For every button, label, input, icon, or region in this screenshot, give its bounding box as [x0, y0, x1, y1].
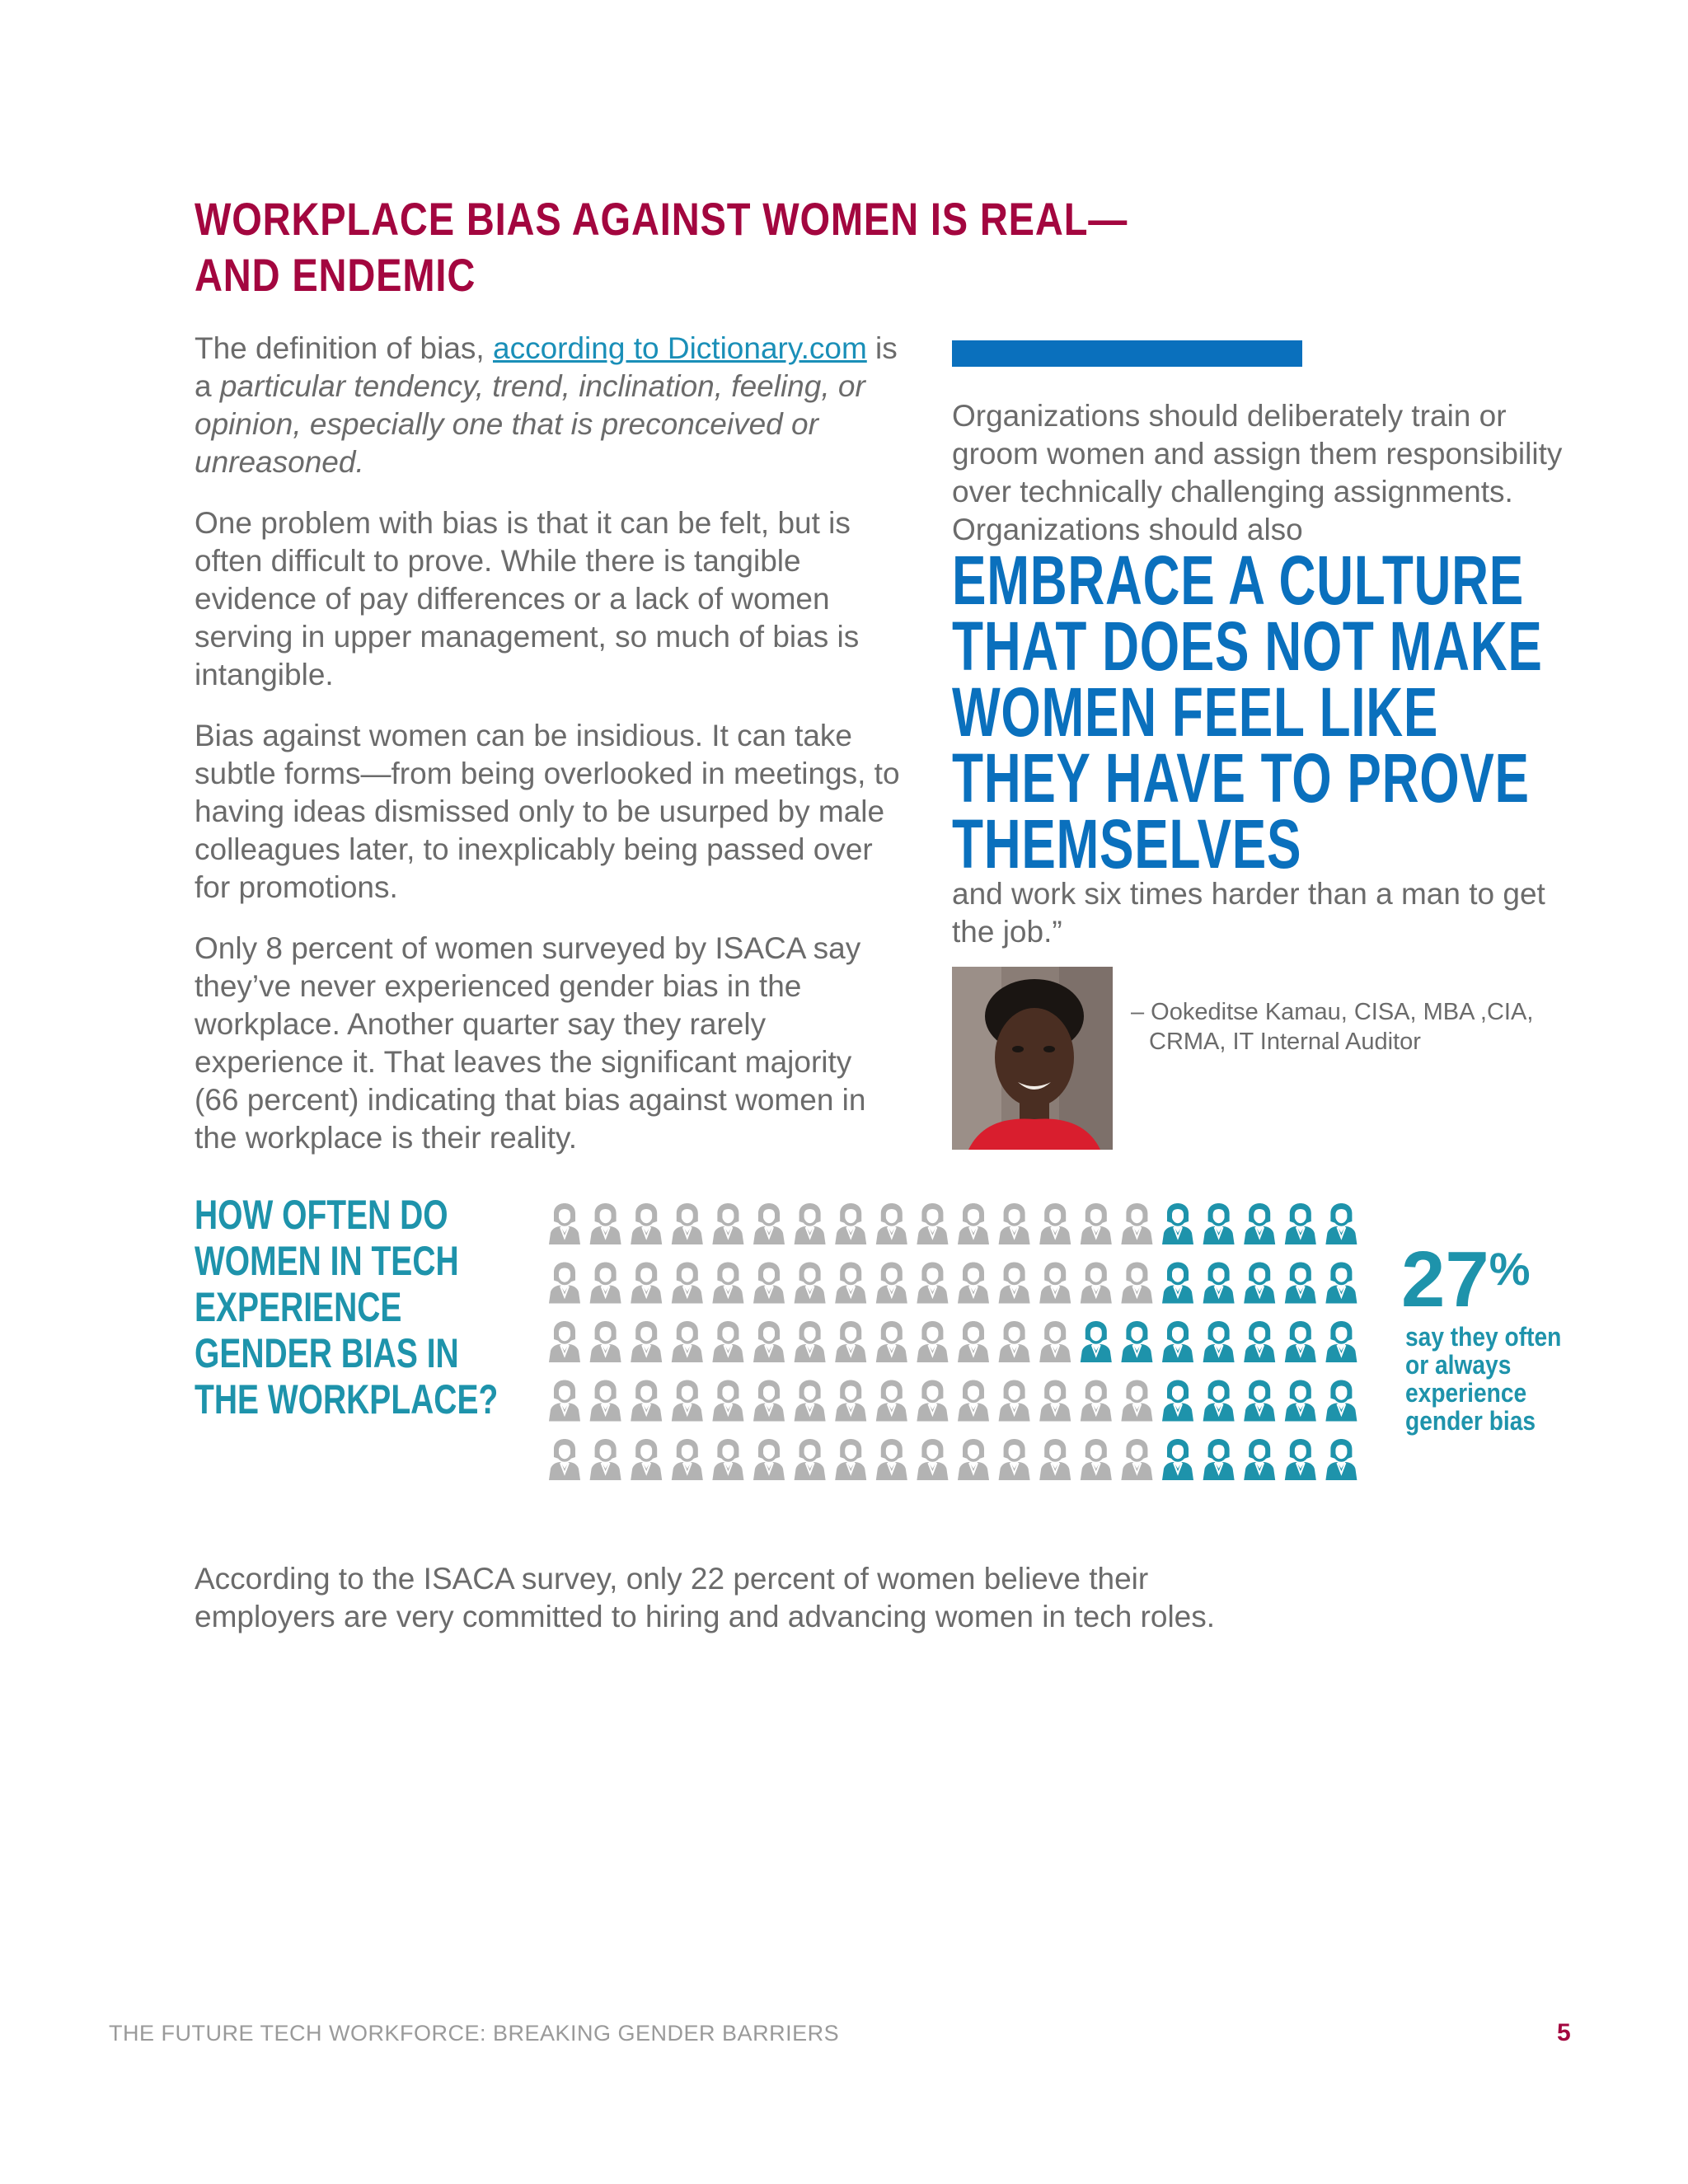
dictionary-link[interactable]: according to Dictionary.com [493, 331, 867, 365]
infographic-title-line-4: GENDER BIAS IN [195, 1330, 459, 1376]
woman-figure-icon-highlighted [1285, 1380, 1316, 1422]
woman-figure-icon [1121, 1203, 1152, 1244]
woman-figure-icon [712, 1439, 743, 1480]
stat-caption-line-1: say they often [1405, 1322, 1562, 1352]
definition-text: particular tendency, trend, inclination, feeling, or opinion, especially one that is preconceived or unreasoned. [195, 369, 865, 479]
quote-lead: Organizations should deliberately train or groom women and assign them responsibility over technically challenging assignments. Organizations should also [952, 399, 1563, 546]
woman-figure-icon [753, 1321, 785, 1362]
woman-figure-icon [999, 1321, 1030, 1362]
woman-figure-icon [876, 1263, 907, 1304]
stat-percentage [1401, 1235, 1531, 1324]
woman-figure-icon [712, 1321, 743, 1362]
woman-figure-icon [1039, 1263, 1071, 1304]
woman-figure-icon-highlighted [1285, 1321, 1316, 1362]
woman-figure-icon [672, 1263, 703, 1304]
woman-figure-icon [999, 1263, 1030, 1304]
footer-title: THE FUTURE TECH WORKFORCE: BREAKING GENDER BARRIERS [109, 2021, 840, 2046]
woman-figure-icon [958, 1263, 989, 1304]
woman-figure-icon [1121, 1263, 1152, 1304]
stat-value: 27 [1401, 1235, 1489, 1324]
woman-figure-icon [999, 1203, 1030, 1244]
woman-figure-icon [795, 1380, 826, 1422]
stat-caption-line-3: experience [1405, 1378, 1527, 1408]
infographic-title-line-3: EXPERIENCE [195, 1284, 402, 1330]
woman-figure-icon-highlighted [1325, 1321, 1357, 1362]
page-number: 5 [1557, 2019, 1571, 2046]
quote-emphasis-line-4: THEY HAVE TO PROVE [952, 739, 1530, 817]
woman-figure-icon [876, 1321, 907, 1362]
woman-figure-icon [958, 1439, 989, 1480]
woman-figure-icon [835, 1203, 866, 1244]
woman-figure-icon-highlighted [1325, 1203, 1357, 1244]
woman-figure-icon [753, 1263, 785, 1304]
woman-figure-icon [672, 1439, 703, 1480]
woman-figure-icon-highlighted [1162, 1263, 1193, 1304]
woman-figure-icon-highlighted [1203, 1321, 1235, 1362]
woman-figure-icon [958, 1321, 989, 1362]
woman-figure-icon [835, 1263, 866, 1304]
woman-figure-icon-highlighted [1325, 1263, 1357, 1304]
woman-figure-icon-highlighted [1325, 1439, 1357, 1480]
woman-figure-icon [1081, 1380, 1112, 1422]
woman-figure-icon-highlighted [1121, 1321, 1152, 1362]
woman-figure-icon [672, 1203, 703, 1244]
woman-figure-icon-highlighted [1203, 1380, 1235, 1422]
woman-figure-icon [795, 1203, 826, 1244]
woman-figure-icon [958, 1380, 989, 1422]
woman-figure-icon-highlighted [1244, 1380, 1275, 1422]
woman-figure-icon [672, 1321, 703, 1362]
author-photo [952, 967, 1113, 1150]
infographic-title [195, 1192, 499, 1422]
woman-figure-icon [795, 1439, 826, 1480]
woman-figure-icon-highlighted [1285, 1203, 1316, 1244]
woman-figure-icon [712, 1380, 743, 1422]
woman-figure-icon [917, 1439, 948, 1480]
woman-figure-icon [1121, 1439, 1152, 1480]
quote-emphasis-line-3: WOMEN FEEL LIKE [952, 673, 1439, 751]
woman-figure-icon [917, 1263, 948, 1304]
attribution-line-2: CRMA, IT Internal Auditor [1149, 1029, 1421, 1055]
woman-figure-icon [876, 1203, 907, 1244]
quote-emphasis-line-5: THEMSELVES [952, 805, 1302, 883]
woman-figure-icon [795, 1263, 826, 1304]
woman-figure-icon-highlighted [1285, 1263, 1316, 1304]
woman-figure-icon [631, 1439, 662, 1480]
infographic-title-line-1: HOW OFTEN DO [195, 1192, 448, 1238]
woman-figure-icon-highlighted [1285, 1439, 1316, 1480]
quote-tail: and work six times harder than a man to get the job.” [952, 877, 1545, 949]
quote-attribution [1131, 997, 1592, 1057]
woman-figure-icon-highlighted [1162, 1380, 1193, 1422]
stat-unit: % [1489, 1243, 1531, 1295]
woman-figure-icon [1039, 1439, 1071, 1480]
woman-figure-icon [917, 1203, 948, 1244]
woman-figure-icon [917, 1380, 948, 1422]
body-column [195, 330, 903, 1180]
closing-paragraph: According to the ISACA survey, only 22 percent of women believe their employers are very committed to hiring and advancing women in tech roles. [195, 1562, 1216, 1633]
heading-line-2: AND ENDEMIC [195, 249, 476, 301]
woman-figure-icon [631, 1380, 662, 1422]
pictogram-grid [547, 1197, 1370, 1493]
woman-figure-icon-highlighted [1203, 1263, 1235, 1304]
woman-figure-icon-highlighted [1244, 1321, 1275, 1362]
woman-figure-icon [958, 1203, 989, 1244]
stat-caption-line-4: gender bias [1405, 1406, 1536, 1436]
woman-figure-icon [917, 1321, 948, 1362]
woman-figure-icon-highlighted [1162, 1439, 1193, 1480]
woman-figure-icon [590, 1321, 621, 1362]
woman-figure-icon-highlighted [1203, 1203, 1235, 1244]
woman-figure-icon [631, 1203, 662, 1244]
paragraph-survey: Only 8 percent of women surveyed by ISACA say they’ve never experienced gender bias in the workplace. Another quarter say they rarely experience it. That leaves the significant majority (66 percent) indicating that bias against women in the workplace is their reality. [195, 931, 866, 1155]
woman-figure-icon [753, 1380, 785, 1422]
woman-figure-icon [590, 1380, 621, 1422]
woman-figure-icon [712, 1263, 743, 1304]
woman-figure-icon [1121, 1380, 1152, 1422]
attribution-line-1: – Ookeditse Kamau, CISA, MBA ,CIA, [1131, 999, 1534, 1025]
woman-figure-icon [835, 1439, 866, 1480]
woman-figure-icon [1081, 1203, 1112, 1244]
woman-figure-icon [590, 1439, 621, 1480]
infographic-title-line-5: THE WORKPLACE? [195, 1376, 499, 1422]
quote-emphasis-line-2: THAT DOES NOT MAKE [952, 607, 1543, 685]
woman-figure-icon [999, 1380, 1030, 1422]
infographic-title-line-2: WOMEN IN TECH [195, 1238, 459, 1284]
woman-figure-icon [999, 1439, 1030, 1480]
woman-figure-icon [1039, 1380, 1071, 1422]
woman-figure-icon [549, 1203, 580, 1244]
woman-figure-icon-highlighted [1203, 1439, 1235, 1480]
woman-figure-icon [549, 1439, 580, 1480]
woman-figure-icon [1039, 1321, 1071, 1362]
woman-figure-icon-highlighted [1162, 1203, 1193, 1244]
pictogram-svg [547, 1197, 1370, 1493]
heading-line-1: WORKPLACE BIAS AGAINST WOMEN IS REAL— [195, 193, 1128, 245]
woman-figure-icon-highlighted [1244, 1203, 1275, 1244]
woman-figure-icon [753, 1203, 785, 1244]
woman-figure-icon [672, 1380, 703, 1422]
paragraph-definition: The definition of bias, according to Dictionary.com is a particular tendency, trend, inclination, feeling, or opinion, especially one that is preconceived or unreasoned. [195, 331, 898, 479]
woman-figure-icon [835, 1380, 866, 1422]
quote-emphasis-line-1: EMBRACE A CULTURE [952, 541, 1525, 619]
section-heading [195, 191, 1128, 303]
woman-figure-icon-highlighted [1162, 1321, 1193, 1362]
woman-figure-icon [835, 1321, 866, 1362]
woman-figure-icon [549, 1380, 580, 1422]
paragraph-insidious: Bias against women can be insidious. It can take subtle forms—from being overlooked in meetings, to having ideas dismissed only to be usurped by male colleagues later, to inexplicably being passed over for promotions. [195, 719, 900, 904]
woman-figure-icon [876, 1439, 907, 1480]
woman-figure-icon [590, 1263, 621, 1304]
woman-figure-icon [876, 1380, 907, 1422]
woman-figure-icon-highlighted [1244, 1439, 1275, 1480]
woman-figure-icon [795, 1321, 826, 1362]
stat-caption [1405, 1323, 1594, 1435]
woman-figure-icon [631, 1321, 662, 1362]
woman-figure-icon [590, 1203, 621, 1244]
woman-figure-icon-highlighted [1081, 1321, 1112, 1362]
stat-caption-line-2: or always [1405, 1350, 1512, 1380]
paragraph-intangible: One problem with bias is that it can be felt, but is often difficult to prove. While there is tangible evidence of pay differences or a lack of women serving in upper management, so much of bias is intangible. [195, 506, 860, 691]
woman-figure-icon [549, 1263, 580, 1304]
quote-accent-bar [952, 340, 1302, 367]
woman-figure-icon-highlighted [1325, 1380, 1357, 1422]
woman-figure-icon [549, 1321, 580, 1362]
woman-figure-icon [753, 1439, 785, 1480]
woman-figure-icon [1081, 1439, 1112, 1480]
woman-figure-icon [1081, 1263, 1112, 1304]
woman-figure-icon [1039, 1203, 1071, 1244]
woman-figure-icon [712, 1203, 743, 1244]
quote-emphasis [952, 541, 1543, 883]
woman-figure-icon [631, 1263, 662, 1304]
woman-figure-icon-highlighted [1244, 1263, 1275, 1304]
